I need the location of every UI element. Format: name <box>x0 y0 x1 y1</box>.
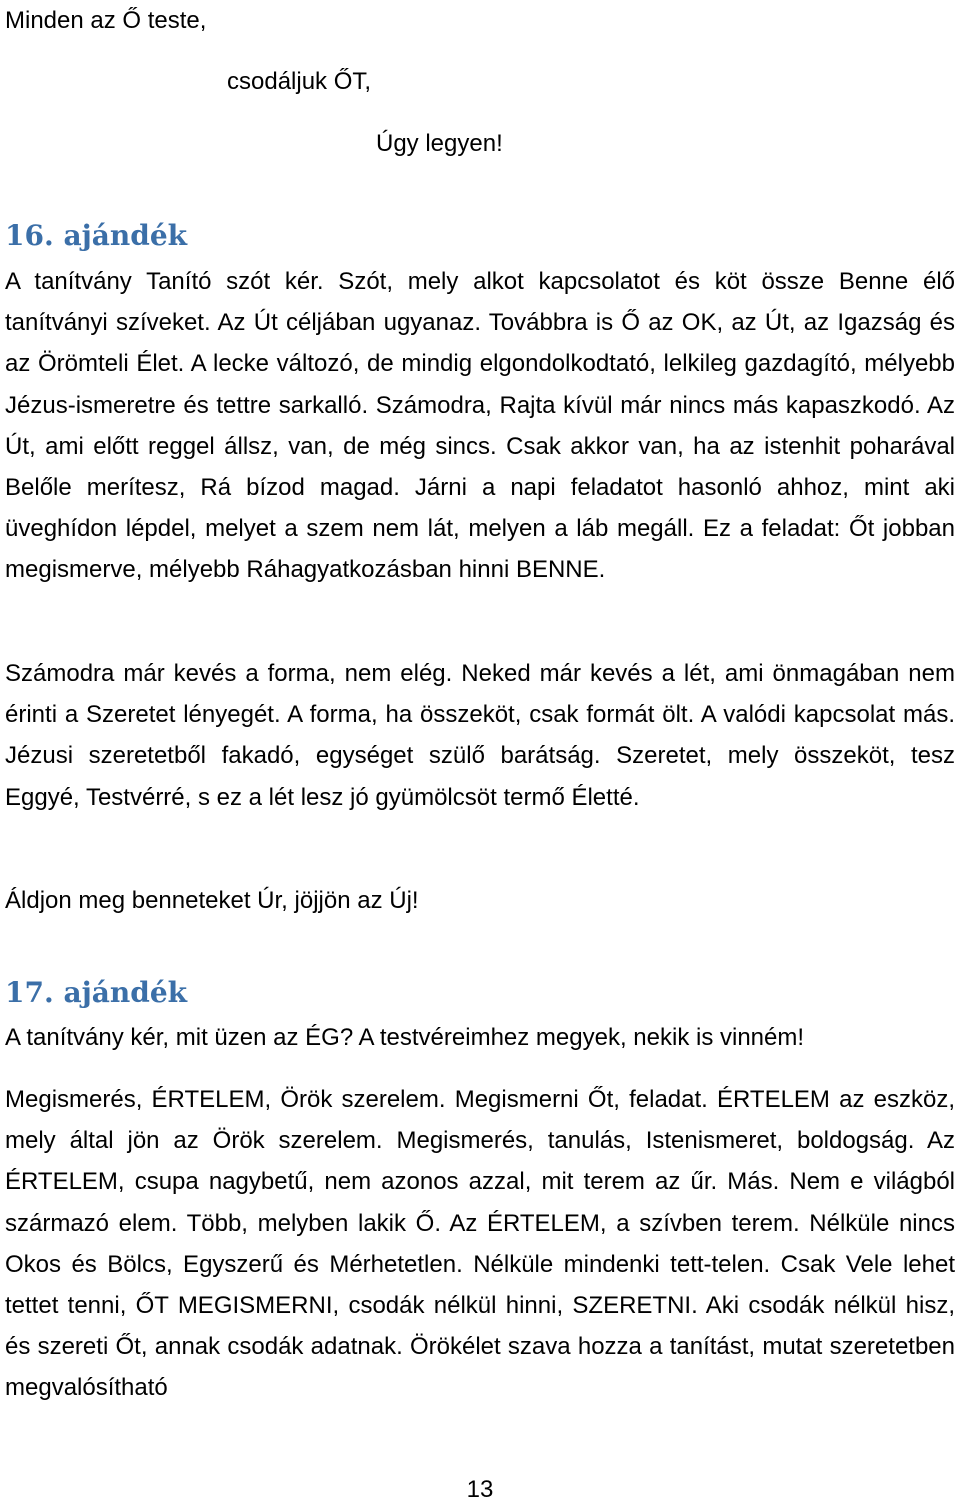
page-number: 13 <box>466 1476 494 1503</box>
section-16-paragraph-1: A tanítvány Tanító szót kér. Szót, mely alkot kapcsolatot és köt össze Benne élő tanítványi szíveket. Az Út céljában ugyanaz. Továbbra is Ő az OK, az Út, az Igazság és az Örömteli Élet. A lecke változó, de mindig elgondolkodtató, lelkileg gazdagító, mélyebb Jézus-ismeretre és tettre sarkalló. Számodra, Rajta kívül már nincs más kapaszkodó. Az Út, ami előtt reggel állsz, van, de még sincs. Csak akkor van, ha az istenhit poharával Belőle merítesz, Rá bízod magad. Járni a napi feladatot hasonló ahhoz, mint aki üveghídon lépdel, melyet a szem nem lát, melyen a láb megáll. Ez a feladat: Őt jobban megismerve, mélyebb Ráhagyatkozásban hinni BENNE. <box>5 268 955 584</box>
section-17-heading: 17. ajándék <box>5 976 188 1009</box>
section-17-paragraph-1: A tanítvány kér, mit üzen az ÉG? A testvéreimhez megyek, nekik is vinném! <box>5 1024 805 1051</box>
poem-line-2: csodáljuk ŐT, <box>227 68 372 95</box>
section-17-paragraph-2: Megismerés, ÉRTELEM, Örök szerelem. Megismerni Őt, feladat. ÉRTELEM az eszköz, mely által jön az Örök szerelem. Megismerés, tanulás, Istenismeret, boldogság. Az ÉRTELEM, csupa nagybetű, nem azonos azzal, mit terem az űr. Más. Nem e világból származó elem. Több, melyben lakik Ő. Az ÉRTELEM, a szívben terem. Nélküle nincs Okos és Bölcs, Egyszerű és Mérhetetlen. Nélküle mindenki tett-telen. Csak Vele lehet tettet tenni, ŐT MEGISMERNI, csodák nélkül hinni, SZERETNI. Aki csodák nélkül hisz, és szereti Őt, annak csodák adatnak. Örökélet szava hozza a tanítást, mutat szeretetben megvalósítható <box>5 1086 955 1402</box>
poem-line-1: Minden az Ő teste, <box>5 7 207 34</box>
section-16-paragraph-2: Számodra már kevés a forma, nem elég. Neked már kevés a lét, ami önmagában nem érinti a Szeretet lényegét. A forma, ha összeköt, csak formát ölt. A valódi kapcsolat más. Jézusi szeretetből fakadó, egységet szülő barátság. Szeretet, mely összeköt, tesz Eggyé, Testvérré, s ez a lét lesz jó gyümölcsöt termő Életté. <box>5 660 955 811</box>
section-16-heading: 16. ajándék <box>5 219 188 252</box>
section-16-blessing: Áldjon meg benneteket Úr, jöjjön az Új! <box>5 887 419 914</box>
poem-line-3: Úgy legyen! <box>376 130 503 157</box>
